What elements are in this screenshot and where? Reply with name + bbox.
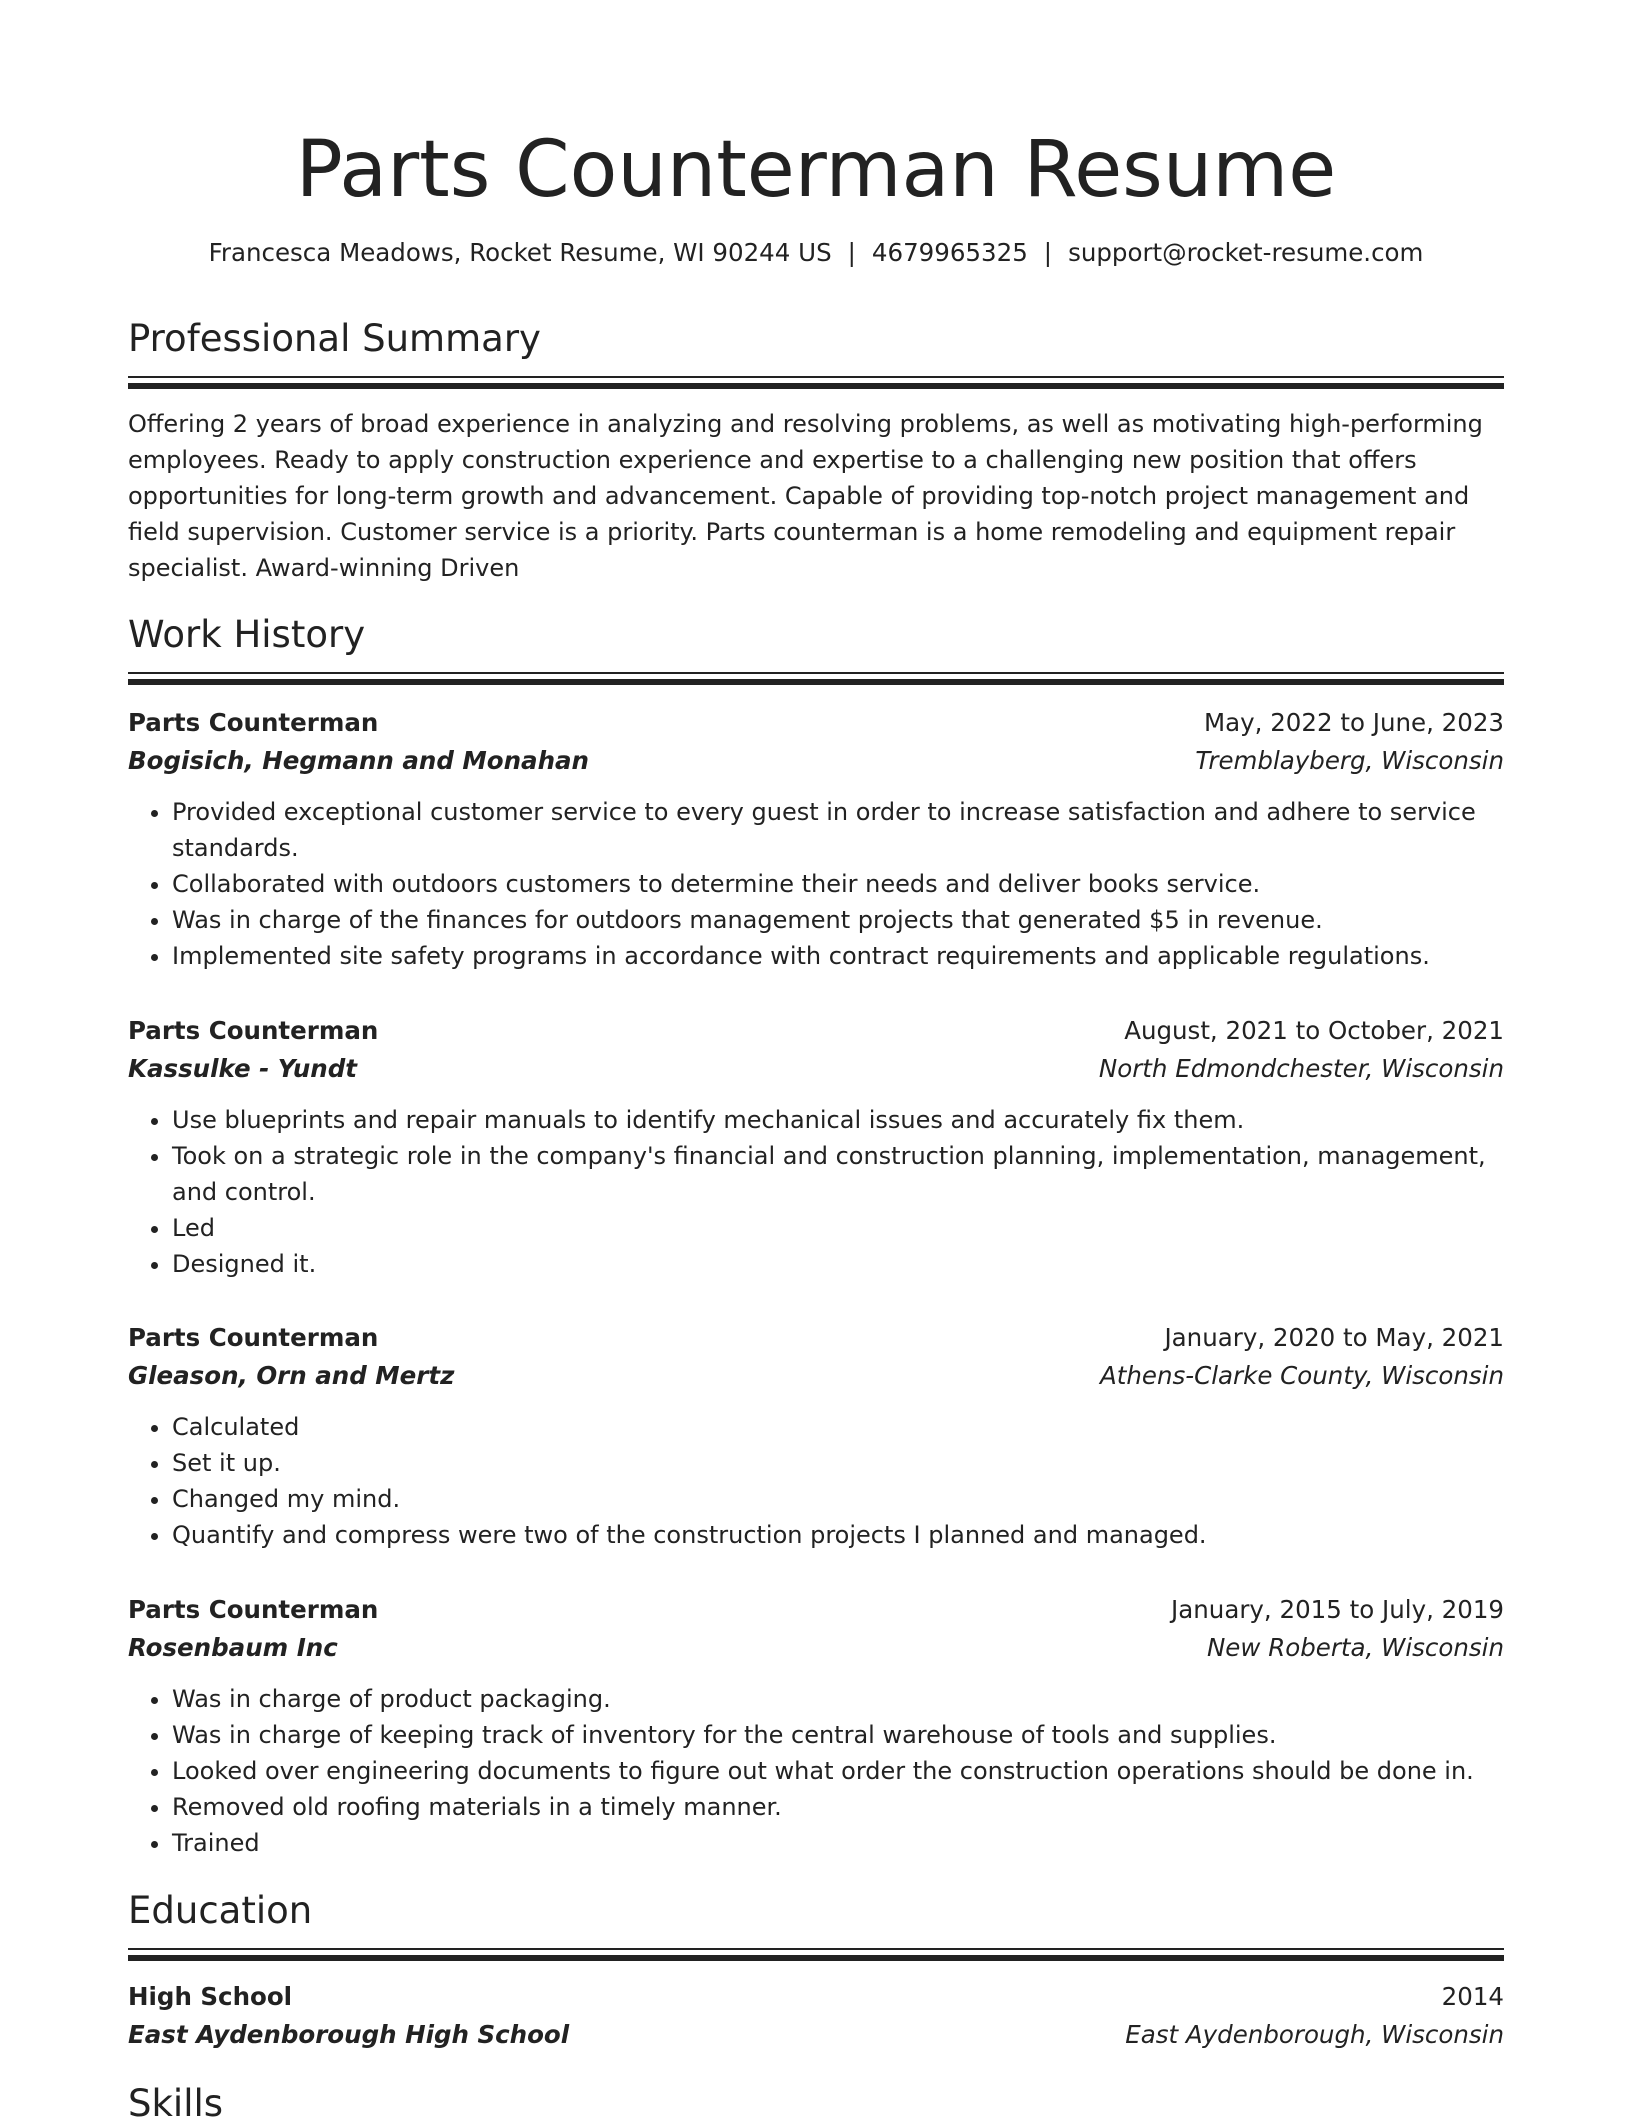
job-title: Parts Counterman <box>128 708 379 737</box>
job-entry <box>128 1319 1504 1553</box>
job-location: Athens-Clarke County, Wisconsin <box>1100 1361 1504 1390</box>
section-divider <box>128 376 1504 378</box>
work-history-section <box>128 612 1504 674</box>
skills-section <box>128 2081 1504 2127</box>
job-company: Bogisich, Hegmann and Monahan <box>128 746 590 775</box>
education-location: East Aydenborough, Wisconsin <box>1125 2020 1504 2049</box>
job-title: Parts Counterman <box>128 1595 379 1624</box>
list-item: • Set it up. <box>172 1445 1504 1481</box>
job-bullets <box>128 1681 1504 1861</box>
job-location: New Roberta, Wisconsin <box>1206 1633 1504 1662</box>
section-heading-skills: Skills <box>128 2082 224 2125</box>
job-dates: January, 2020 to May, 2021 <box>1164 1323 1504 1352</box>
job-title: Parts Counterman <box>128 1016 379 1045</box>
list-item: • Was in charge of product packaging. <box>172 1681 1504 1717</box>
job-bullets <box>128 1409 1504 1553</box>
contact-phone: 4679965325 <box>871 238 1028 267</box>
job-entry <box>128 1591 1504 1861</box>
education-degree: High School <box>128 1982 293 2011</box>
list-item: • Provided exceptional customer service to every guest in order to increase satisfaction and adhere to service standards. <box>172 794 1504 866</box>
resume-title: Parts Counterman Resume <box>295 125 1337 215</box>
resume-page <box>128 0 1504 2125</box>
section-heading-work-history: Work History <box>128 613 366 656</box>
list-item: • Was in charge of keeping track of inventory for the central warehouse of tools and supplies. <box>172 1717 1504 1753</box>
list-item: • Changed my mind. <box>172 1481 1504 1517</box>
job-company: Kassulke - Yundt <box>128 1054 357 1083</box>
list-item: • Removed old roofing materials in a timely manner. <box>172 1789 1504 1825</box>
list-item: • Calculated <box>172 1409 1504 1445</box>
section-heading-education: Education <box>128 1889 313 1932</box>
job-location: North Edmondchester, Wisconsin <box>1098 1054 1504 1083</box>
job-company: Gleason, Orn and Mertz <box>128 1361 455 1390</box>
contact-separator: | <box>847 238 856 267</box>
contact-separator: | <box>1043 238 1053 267</box>
summary-section <box>128 316 1504 586</box>
list-item: • Collaborated with outdoors customers to determine their needs and deliver books service. <box>172 866 1504 902</box>
job-bullets <box>128 794 1504 974</box>
contact-line <box>128 236 1504 270</box>
job-company: Rosenbaum Inc <box>128 1633 338 1662</box>
list-item: • Implemented site safety programs in accordance with contract requirements and applicable regulations. <box>172 938 1504 974</box>
section-divider <box>128 672 1504 674</box>
education-school: East Aydenborough High School <box>128 2020 570 2049</box>
section-divider <box>128 1948 1504 1950</box>
education-section <box>128 1888 1504 1950</box>
list-item: • Led <box>172 1210 1504 1246</box>
job-dates: January, 2015 to July, 2019 <box>1171 1595 1504 1624</box>
job-location: Tremblayberg, Wisconsin <box>1195 746 1504 775</box>
summary-text: Offering 2 years of broad experience in analyzing and resolving problems, as well as motivating high-performing employees. Ready to apply construction experience and expertise to a challenging new position that offers opportunities for long-term growth and advancement. Capable of providing top-notch project management and field supervision. Customer service is a priority. Parts counterman is a home remodeling and equipment repair specialist. Award-winning Driven <box>128 410 1483 582</box>
job-entry <box>128 704 1504 974</box>
job-title: Parts Counterman <box>128 1323 379 1352</box>
list-item: • Quantify and compress were two of the construction projects I planned and managed. <box>172 1517 1504 1553</box>
list-item: • Was in charge of the finances for outdoors management projects that generated $5 in revenue. <box>172 902 1504 938</box>
job-entry <box>128 1012 1504 1282</box>
list-item: • Looked over engineering documents to figure out what order the construction operations should be done in. <box>172 1753 1504 1789</box>
education-year: 2014 <box>1441 1982 1504 2011</box>
list-item: • Took on a strategic role in the company's financial and construction planning, implementation, management, and control. <box>172 1138 1504 1210</box>
job-dates: August, 2021 to October, 2021 <box>1124 1016 1504 1045</box>
section-heading-summary: Professional Summary <box>128 317 541 360</box>
job-dates: May, 2022 to June, 2023 <box>1203 708 1504 737</box>
list-item: • Trained <box>172 1825 1504 1861</box>
contact-address: Francesca Meadows, Rocket Resume, WI 90244 US <box>208 238 832 267</box>
list-item: • Use blueprints and repair manuals to identify mechanical issues and accurately fix them. <box>172 1102 1504 1138</box>
education-entry <box>128 1978 1504 2054</box>
list-item: • Designed it. <box>172 1246 1504 1282</box>
contact-email[interactable]: support@rocket-resume.com <box>1068 238 1424 267</box>
job-bullets <box>128 1102 1504 1282</box>
